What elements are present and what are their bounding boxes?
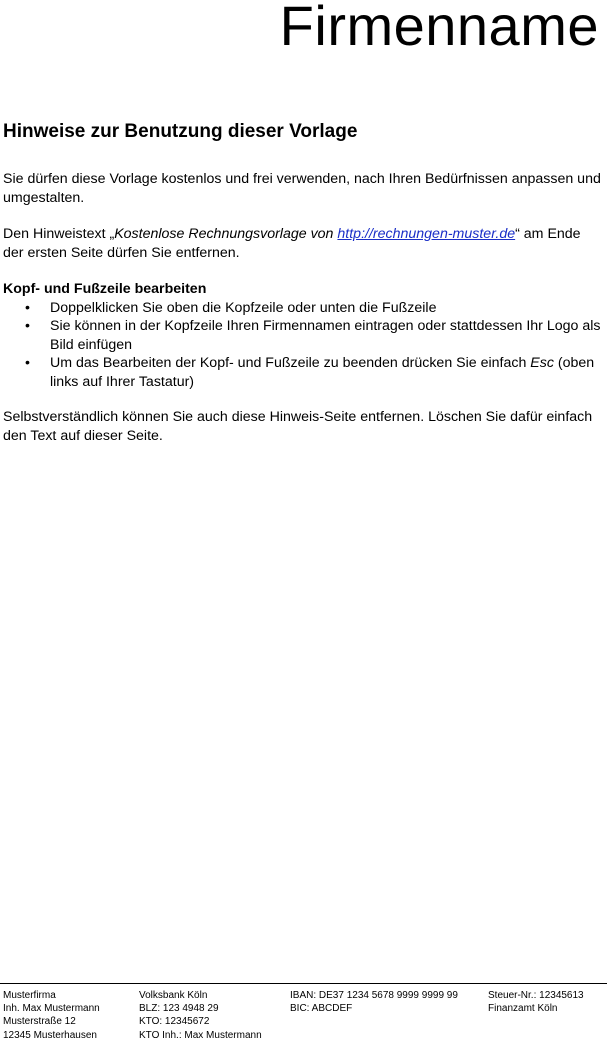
footer-company-column [3, 989, 100, 1042]
footer-line: BIC: ABCDEF [290, 1003, 353, 1015]
footer-line: Steuer-Nr.: 12345613 [488, 990, 584, 1001]
list-item [3, 299, 601, 318]
notice-prefix: Den Hinweistext „ [3, 226, 115, 242]
notice-suffix: “ am Ende der ersten Seite dürfen Sie entfernen. [3, 226, 581, 261]
list-item-text: Um das Bearbeiten der Kopf- und Fußzeile zu beenden drücken Sie einfach Esc (oben links auf Ihrer Tastatur) [50, 355, 595, 390]
intro-paragraph: Sie dürfen diese Vorlage kostenlos und frei verwenden, nach Ihren Bedürfnissen anpassen und umgestalten. [3, 171, 601, 206]
bullet-icon: • [25, 318, 30, 334]
closing-paragraph: Selbstverständlich können Sie auch diese Hinweis-Seite entfernen. Löschen Sie dafür einfach den Text auf dieser Seite. [3, 409, 593, 444]
list-item-text: Doppelklicken Sie oben die Kopfzeile oder unten die Fußzeile [50, 299, 437, 316]
document-body [3, 118, 601, 445]
footer-line: Musterfirma [3, 990, 56, 1001]
company-name: Firmenname [279, 0, 599, 57]
list-item [3, 354, 601, 391]
footer-line: KTO Inh.: Max Mustermann [139, 1029, 262, 1041]
rechnungen-muster-link[interactable]: http://rechnungen-muster.de [337, 226, 516, 242]
notice-paragraph [3, 225, 601, 262]
section-title: Kopf- und Fußzeile bearbeiten [3, 281, 207, 297]
esc-key: Esc [530, 355, 554, 371]
instruction-list [3, 299, 601, 392]
notice-italic: Kostenlose Rechnungsvorlage von http://rechnungen-muster.de [114, 226, 516, 242]
bullet-icon: • [25, 355, 30, 371]
footer-line: KTO: 12345672 [139, 1016, 210, 1028]
list-item [3, 317, 601, 354]
footer-line: Inh. Max Mustermann [3, 1003, 100, 1015]
list-item-text: Sie können in der Kopfzeile Ihren Firmennamen eintragen oder stattdessen Ihr Logo als Bild einfügen [50, 318, 601, 353]
page-title: Hinweise zur Benutzung dieser Vorlage [3, 121, 358, 142]
footer-line: BLZ: 123 4948 29 [139, 1003, 219, 1015]
footer-bank-column [139, 989, 262, 1042]
footer-tax-column [488, 989, 584, 1015]
page-footer [0, 983, 607, 1041]
footer-line: 12345 Musterhausen [3, 1029, 97, 1041]
footer-line: Finanzamt Köln [488, 1003, 558, 1015]
footer-line: Musterstraße 12 [3, 1016, 76, 1028]
footer-line: IBAN: DE37 1234 5678 9999 9999 99 [290, 990, 458, 1001]
footer-iban-column [290, 989, 458, 1015]
footer-line: Volksbank Köln [139, 990, 208, 1001]
bullet-icon: • [25, 299, 30, 316]
